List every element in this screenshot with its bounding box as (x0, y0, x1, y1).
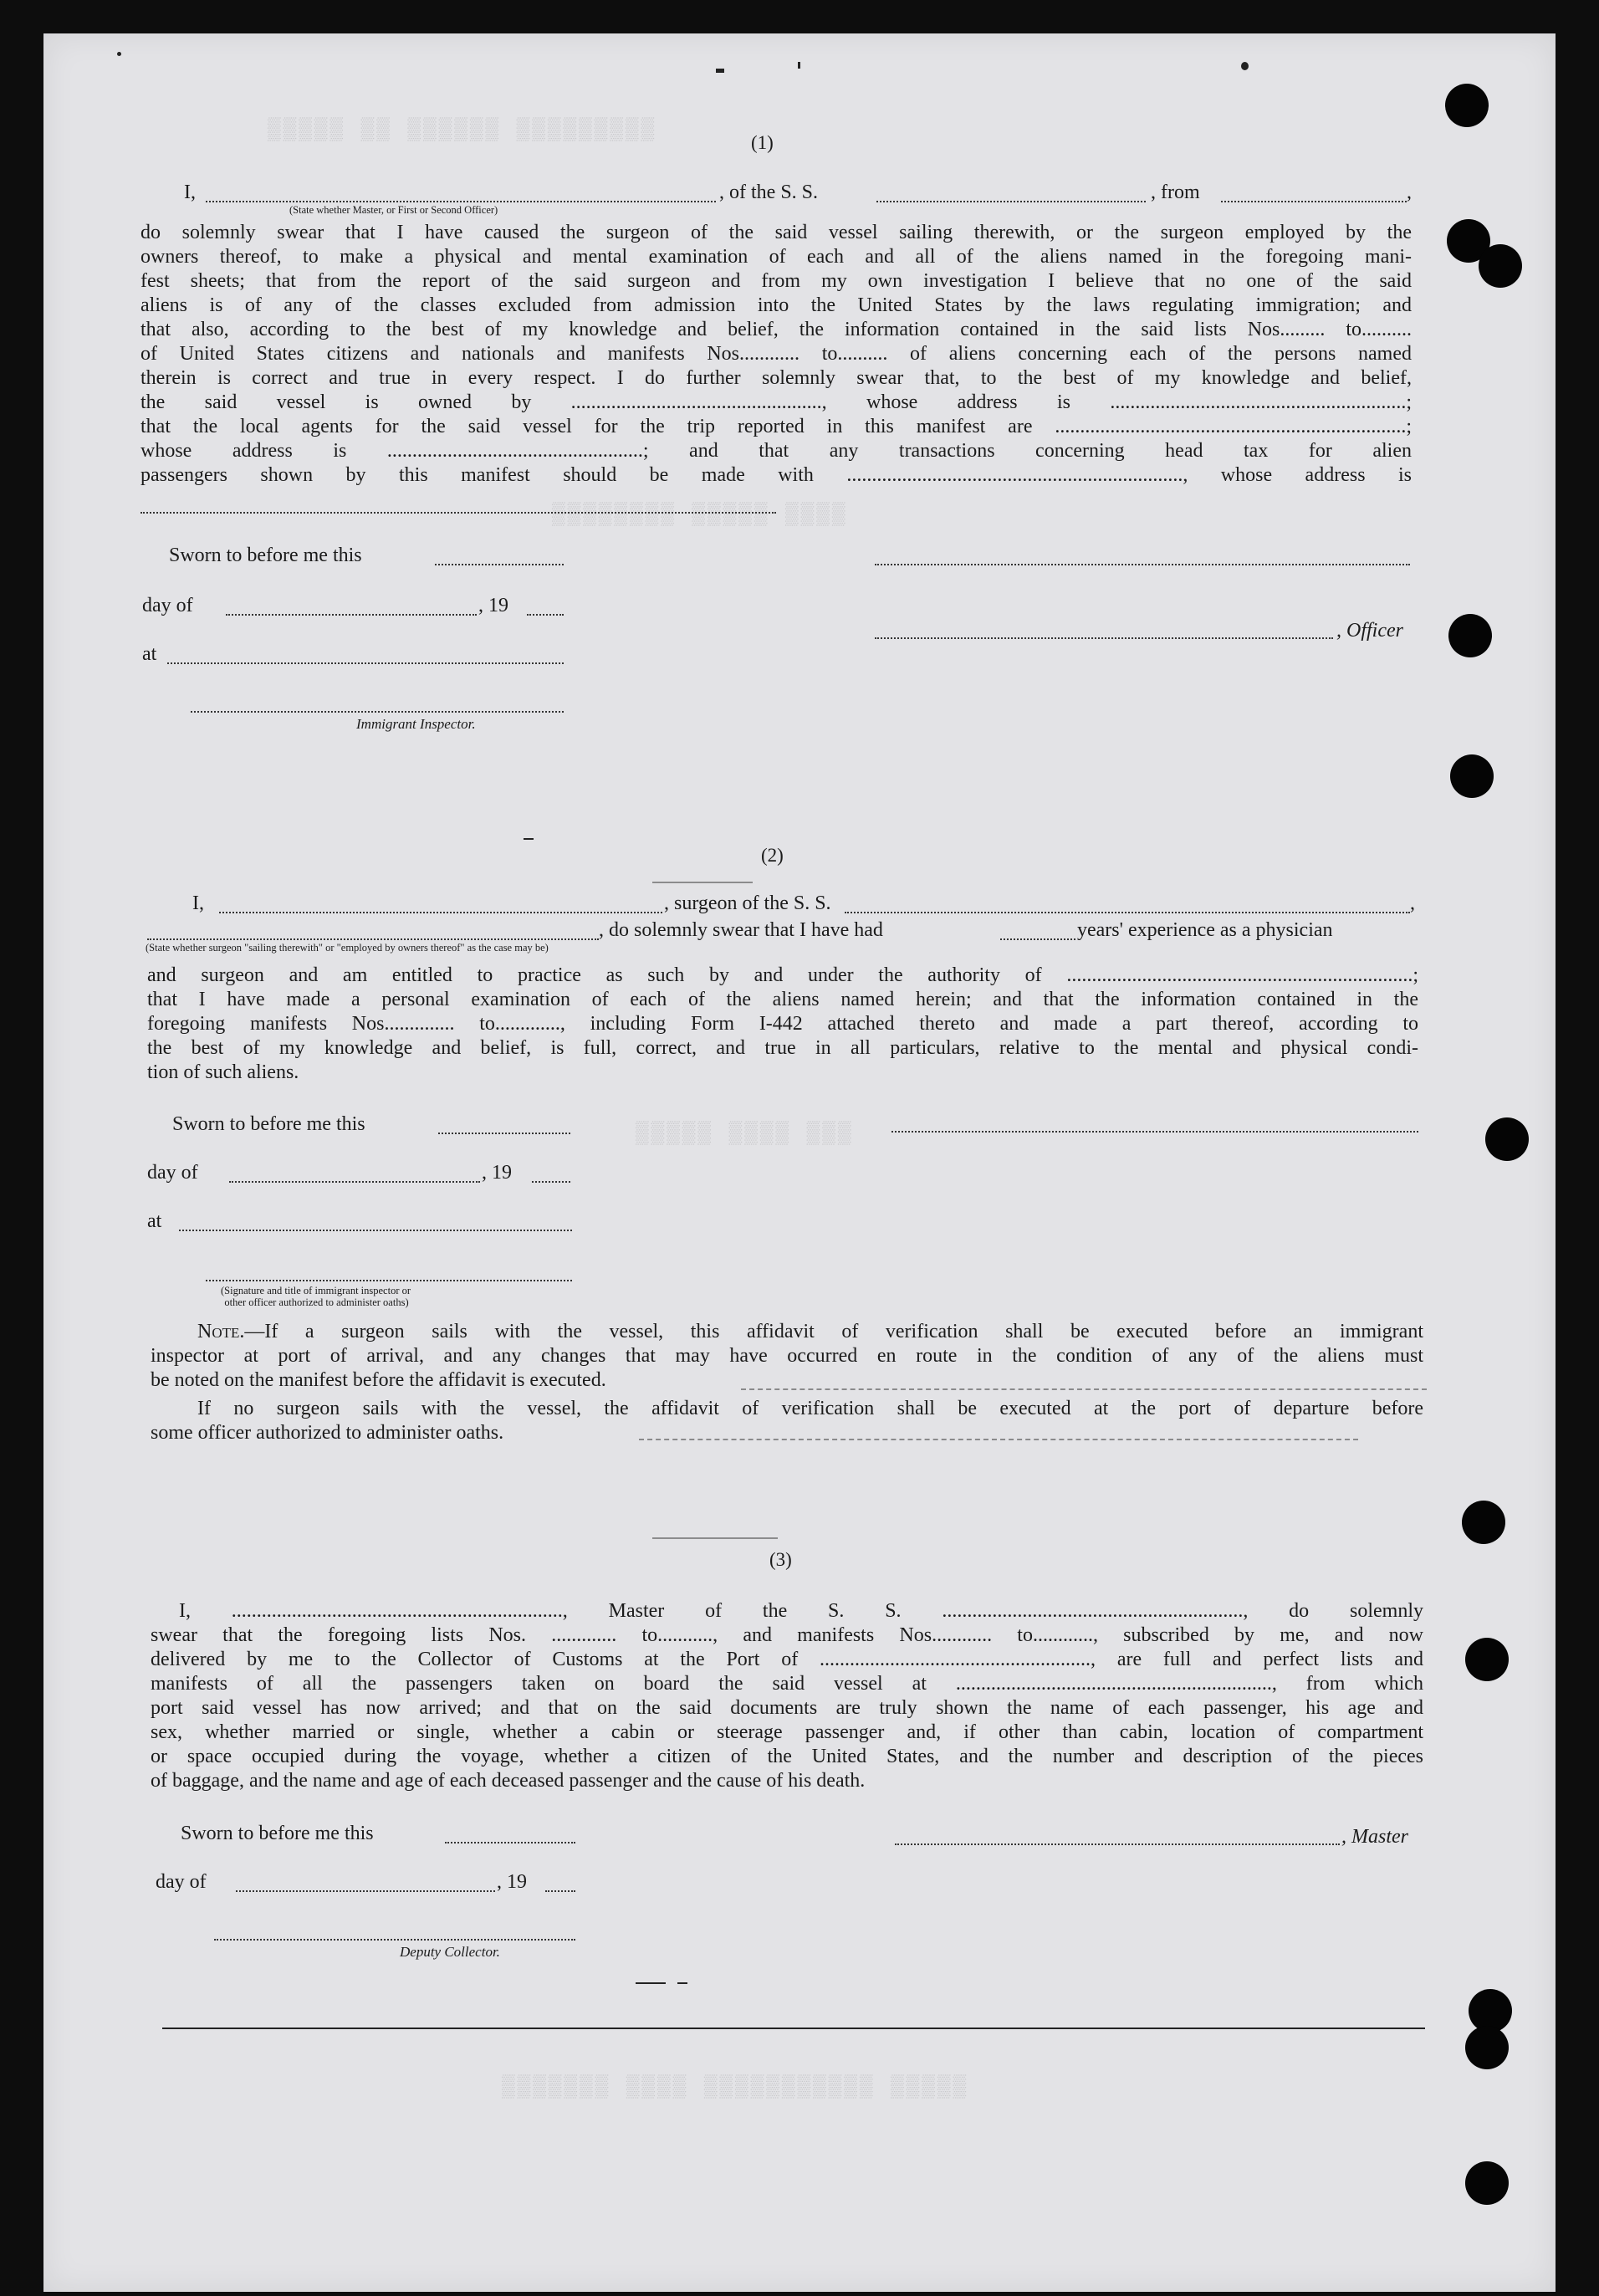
body-line: owners thereof, to make a physical and mental examination of each and all of the aliens named in the foregoing mani- (140, 246, 1412, 268)
immigrant-inspector-caption: Immigrant Inspector. (356, 716, 476, 732)
section-2-years: years' experience as a physician (1077, 919, 1333, 941)
blank-officer-signature[interactable] (875, 637, 1333, 639)
blank-from-port[interactable] (1221, 201, 1407, 202)
section-2-swear: , do solemnly swear that I have had (599, 919, 883, 941)
blank-day-of[interactable] (226, 614, 477, 616)
punch-hole (1485, 1117, 1529, 1161)
section-2-surgeon-of: , surgeon of the S. S. (664, 892, 831, 914)
body-line: foregoing manifests Nos.............. to............., including Form I-442 attached thereto and made a part thereof, according to (147, 1013, 1418, 1035)
blank-s2-at[interactable] (179, 1230, 572, 1231)
stray-dash (652, 1537, 778, 1539)
section-2-day-of-label: day of (147, 1162, 198, 1184)
blank-agent-address[interactable] (140, 512, 776, 514)
dashed-trail (741, 1388, 1427, 1390)
punch-hole (1450, 754, 1494, 798)
section-1-at-label: at (142, 643, 157, 665)
section-2-at-label: at (147, 1210, 162, 1232)
body-line: passengers shown by this manifest should be made with ..................................................................., whose address is (140, 464, 1412, 486)
ink-speck (1241, 62, 1249, 70)
note-label: Note. (197, 1321, 245, 1342)
body-line: that also, according to the best of my knowledge and belief, the information contained in the said lists Nos......... to.......... (140, 319, 1412, 340)
punch-hole (1448, 614, 1492, 657)
body-line: whose address is ...................................................; and that any transactions concerning head tax for alien (140, 440, 1412, 462)
section-1-opening-i: I, (184, 182, 196, 203)
section-1-from: , from (1151, 182, 1200, 203)
blank-master-signature[interactable] (895, 1843, 1340, 1845)
ink-speck (798, 62, 800, 69)
body-line: the said vessel is owned by .................................................., whose address is ...........................................................; (140, 391, 1412, 413)
blank-sworn-date[interactable] (435, 564, 564, 565)
section-1-comma: , (1407, 182, 1412, 203)
blank-s3-day[interactable] (236, 1890, 495, 1892)
section-2-year-label: , 19 (482, 1162, 512, 1184)
punch-hole (1465, 2161, 1509, 2205)
bleed-through-text: ▒▒▒▒▒▒▒▒ ▒▒▒▒▒ ▒▒▒▒ (552, 502, 848, 527)
blank-surgeon-signature[interactable] (891, 1131, 1418, 1133)
section-2-sworn-label: Sworn to before me this (172, 1113, 365, 1135)
note-line: be noted on the manifest before the affidavit is executed. (151, 1369, 606, 1391)
note-line: If no surgeon sails with the vessel, the affidavit of verification shall be executed at the port of departure before (197, 1398, 1423, 1419)
punch-hole (1465, 2026, 1509, 2069)
blank-s2-year[interactable] (532, 1181, 570, 1183)
stray-dash (652, 882, 753, 883)
section-3-year-label: , 19 (497, 1871, 527, 1893)
blank-s2-signature[interactable] (206, 1280, 572, 1281)
section-2-number: (2) (761, 845, 784, 866)
signature-note-line: (Signature and title of immigrant inspector or (221, 1285, 411, 1296)
stray-dash (677, 1982, 687, 1984)
body-line: that the local agents for the said vessel for the trip reported in this manifest are ......................................................................; (140, 416, 1412, 437)
section-3-day-of-label: day of (156, 1871, 207, 1893)
punch-hole (1462, 1501, 1505, 1544)
body-line: aliens is of any of the classes excluded from admission into the United States by the laws regulating immigration; and (140, 294, 1412, 316)
blank-inspector-signature[interactable] (191, 711, 564, 713)
blank-surgeon-type[interactable] (147, 938, 599, 940)
section-1-sworn-label: Sworn to before me this (169, 545, 362, 566)
blank-s2-sworn[interactable] (438, 1133, 570, 1134)
blank-year[interactable] (527, 614, 564, 616)
signature-note-line: other officer authorized to administer oaths) (224, 1296, 409, 1308)
stray-dash (636, 1982, 666, 1984)
section-1-number: (1) (751, 132, 774, 153)
section-2-comma: , (1410, 892, 1415, 914)
blank-s3-sworn[interactable] (445, 1842, 575, 1843)
blank-officer-rank[interactable] (206, 201, 716, 202)
blank-s3-year[interactable] (545, 1890, 575, 1892)
blank-officer-signature-top[interactable] (875, 564, 1410, 565)
note-line-1 (197, 1320, 1423, 1343)
section-1-officer-label: , Officer (1336, 620, 1403, 642)
section-1-note: (State whether Master, or First or Second Officer) (289, 204, 498, 216)
section-3-master-label: , Master (1341, 1826, 1408, 1848)
body-line: of United States citizens and nationals and manifests Nos............ to.......... of aliens concerning each of the persons named (140, 343, 1412, 365)
section-2-note: (State whether surgeon "sailing therewith" or "employed by owners thereof" as the case may be) (146, 942, 549, 954)
body-line: therein is correct and true in every respect. I do further solemnly swear that, to the best of my knowledge and belief, (140, 367, 1412, 389)
body-line: do solemnly swear that I have caused the surgeon of the said vessel sailing therewith, or the surgeon employed by the (140, 222, 1412, 243)
ink-speck (117, 52, 121, 56)
section-3-sworn-label: Sworn to before me this (181, 1823, 374, 1844)
section-3-number: (3) (769, 1549, 792, 1570)
bottom-rule (162, 2028, 1425, 2029)
blank-years-experience[interactable] (1000, 938, 1075, 940)
dashed-trail (639, 1439, 1358, 1440)
section-1-year-label: , 19 (478, 595, 508, 616)
body-line: I, .................................................................., Master of the S. S. ............................................................, do solemnly (179, 1600, 1423, 1622)
section-2-opening-i: I, (192, 892, 204, 914)
blank-vessel-name[interactable] (876, 201, 1146, 202)
body-line: manifests of all the passengers taken on board the said vessel at ..............................................................., from which (151, 1673, 1423, 1695)
body-line: port said vessel has now arrived; and that on the said documents are truly shown the name of each passenger, his age and (151, 1697, 1423, 1719)
bleed-through-text: ▒▒▒▒▒ ▒▒ ▒▒▒▒▒▒ ▒▒▒▒▒▒▒▒▒ (268, 117, 657, 142)
bleed-through-text: ▒▒▒▒▒ ▒▒▒▒ ▒▒▒ (636, 1121, 854, 1146)
body-line: fest sheets; that from the report of the said surgeon and from my own investigation I believe that no one of the said (140, 270, 1412, 292)
body-line: tion of such aliens. (147, 1061, 299, 1083)
deputy-collector-caption: Deputy Collector. (400, 1944, 500, 1960)
body-line: swear that the foregoing lists Nos. ............. to..........., and manifests Nos............ to............, subscribed by me, and now (151, 1624, 1423, 1646)
note-line: inspector at port of arrival, and any changes that may have occurred en route in the condition of any of the aliens must (151, 1345, 1423, 1367)
blank-collector-signature[interactable] (214, 1939, 575, 1941)
note-text: —If a surgeon sails with the vessel, this affidavit of verification shall be executed before an immigrant (244, 1321, 1423, 1342)
section-1-of-ss: , of the S. S. (719, 182, 819, 203)
body-line: and surgeon and am entitled to practice as such by and under the authority of .....................................................................; (147, 964, 1418, 986)
blank-at-place[interactable] (167, 662, 564, 664)
blank-s2-vessel[interactable] (845, 912, 1410, 913)
stray-dash (524, 838, 534, 840)
blank-s2-day[interactable] (229, 1181, 480, 1183)
note-line: some officer authorized to administer oaths. (151, 1422, 504, 1444)
body-line: of baggage, and the name and age of each deceased passenger and the cause of his death. (151, 1770, 866, 1792)
punch-hole (1479, 244, 1522, 288)
signature-note (221, 1285, 411, 1308)
punch-hole (1465, 1638, 1509, 1681)
body-line: sex, whether married or single, whether a cabin or steerage passenger and, if other than cabin, location of compartment (151, 1721, 1423, 1743)
body-line: or space occupied during the voyage, whether a citizen of the United States, and the number and description of the pieces (151, 1746, 1423, 1767)
punch-hole (1445, 84, 1489, 127)
body-line: delivered by me to the Collector of Customs at the Port of ......................................................, are full and perfect lists and (151, 1649, 1423, 1670)
body-line: the best of my knowledge and belief, is full, correct, and true in all particulars, relative to the mental and physical condi- (147, 1037, 1418, 1059)
body-line: that I have made a personal examination of each of the aliens named herein; and that the information contained in the (147, 989, 1418, 1010)
bleed-through-text: ▒▒▒▒▒▒▒ ▒▒▒▒ ▒▒▒▒▒▒▒▒▒▒▒ ▒▒▒▒▒ (502, 2074, 969, 2099)
ink-speck (716, 69, 724, 73)
section-1-day-of-label: day of (142, 595, 193, 616)
blank-surgeon-name[interactable] (219, 912, 662, 913)
